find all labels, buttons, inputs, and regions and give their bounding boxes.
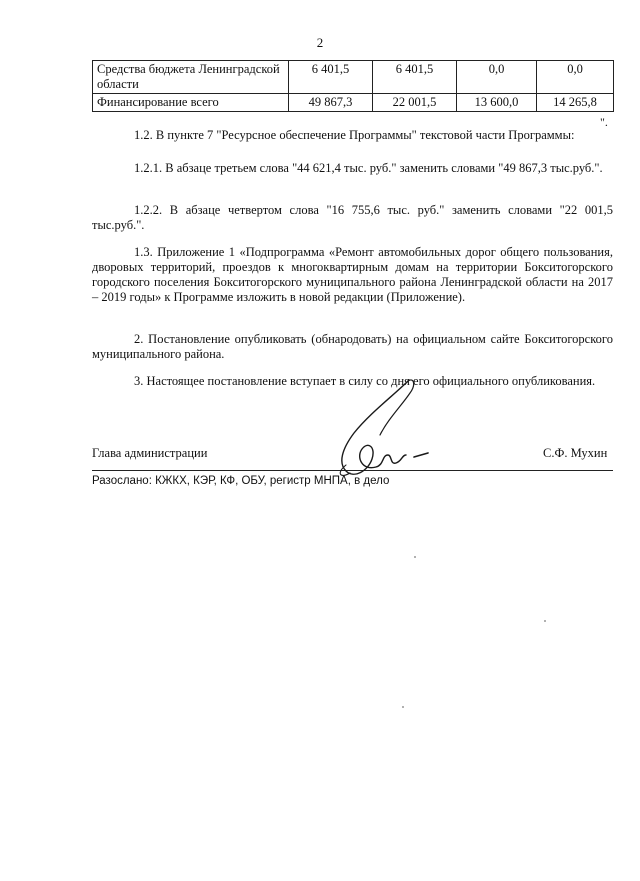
table-cell-label: Финансирование всего (93, 94, 289, 112)
signatory-name: С.Ф. Мухин (543, 446, 608, 460)
paragraph-1-2: 1.2. В пункте 7 "Ресурсное обеспечение Программы" текстовой части Программы: (134, 128, 575, 142)
scan-speck (544, 620, 546, 622)
table-cell-value: 22 001,5 (373, 94, 457, 112)
closing-quote: ". (600, 115, 608, 129)
page-number: 2 (316, 35, 324, 50)
table-row (93, 61, 614, 94)
table-cell-value: 13 600,0 (457, 94, 537, 112)
table-cell-value: 6 401,5 (373, 61, 457, 94)
distribution-list: Разослано: КЖКХ, КЭР, КФ, ОБУ, регистр МНПА, в дело (92, 475, 390, 487)
table-cell-value: 0,0 (537, 61, 614, 94)
table-cell-value: 6 401,5 (289, 61, 373, 94)
paragraph-2: 2. Постановление опубликовать (обнародовать) на официальном сайте Бокситогорского муниципального района. (92, 332, 613, 361)
scan-speck (402, 706, 404, 708)
paragraph-1-2-1: 1.2.1. В абзаце третьем слова "44 621,4 тыс. руб." заменить словами "49 867,3 тыс.руб.". (134, 161, 603, 175)
signatory-title: Глава администрации (92, 446, 208, 460)
paragraph-1-2-2: 1.2.2. В абзаце четвертом слова "16 755,6 тыс. руб." заменить словами "22 001,5 тыс.руб.". (92, 203, 613, 232)
budget-table (92, 60, 614, 112)
paragraph-3: 3. Настоящее постановление вступает в силу со дня его официального опубликования. (134, 374, 596, 388)
paragraph-1-3: 1.3. Приложение 1 «Подпрограмма «Ремонт автомобильных дорог общего пользования, дворовых территорий, проездов к многоквартирным домам на территории Бокситогорского городского поселения Бокситогорского муниципального района Ленинградской области на 2017 – 2019 годы» к Программе изложить в новой редакции (Приложение). (92, 245, 613, 304)
handwritten-signature (310, 375, 450, 495)
scan-speck (414, 556, 416, 558)
table-cell-label: Средства бюджета Ленинградской области (93, 61, 289, 94)
table-cell-value: 14 265,8 (537, 94, 614, 112)
table-row (93, 94, 614, 112)
table-cell-value: 0,0 (457, 61, 537, 94)
table-cell-value: 49 867,3 (289, 94, 373, 112)
